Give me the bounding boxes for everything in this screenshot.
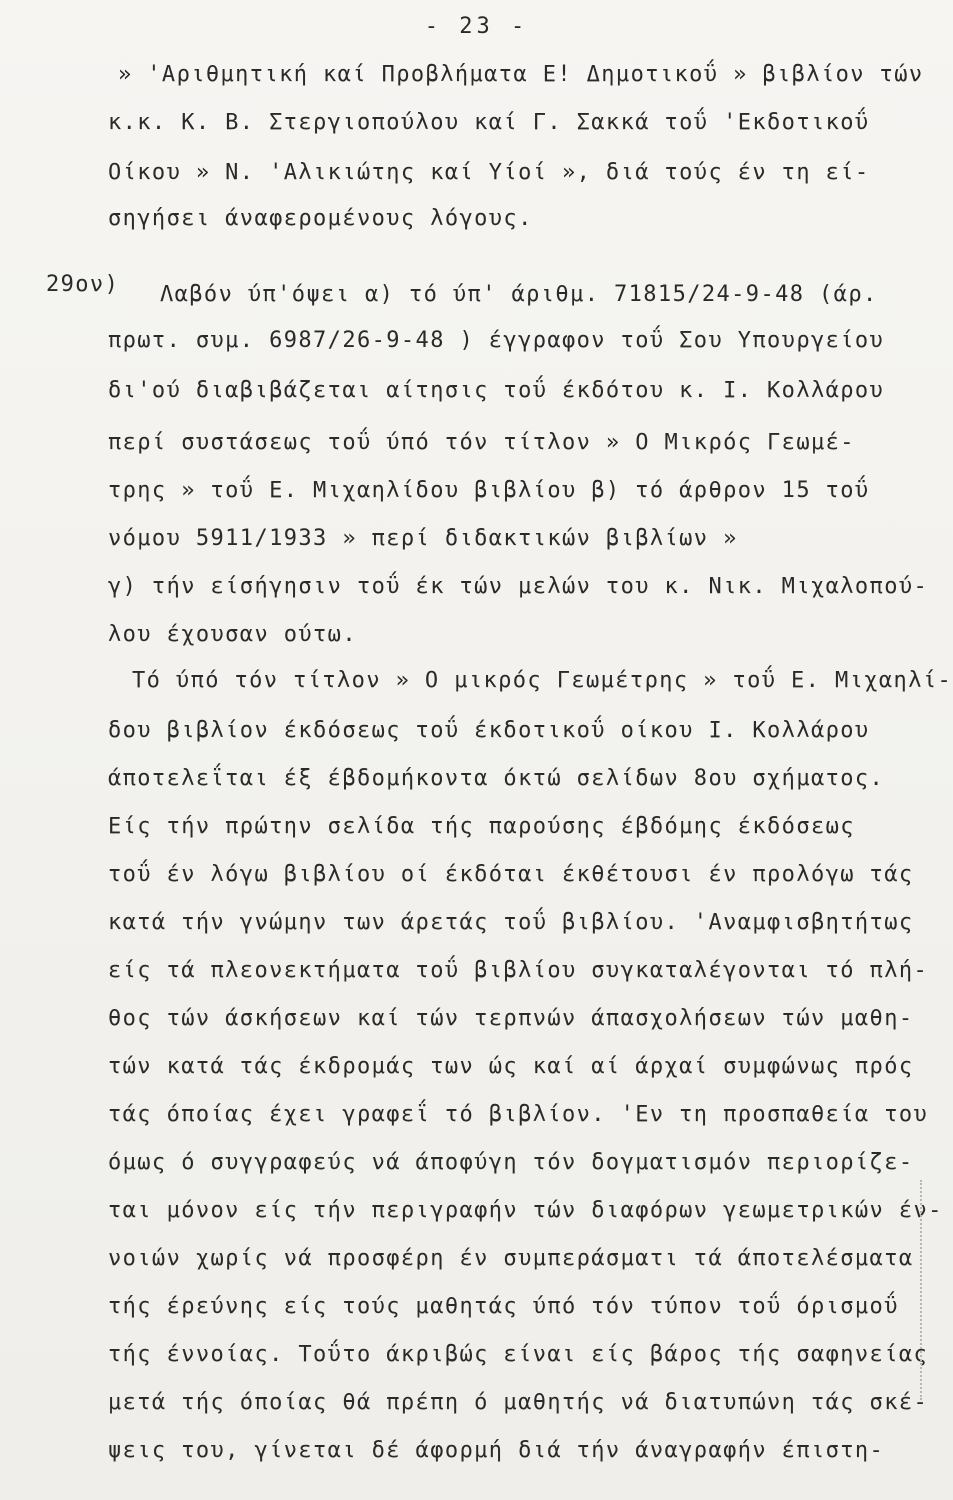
text-line: κ.κ. Κ. Β. Στεργιοπούλου καί Γ. Σακκά τοΰ 'Εκδοτικοΰ [108, 110, 870, 135]
text-line: μετά τής όποίας θά πρέπη ό μαθητής νά διατυπώνη τάς σκέ- [108, 1390, 929, 1415]
text-line: τής έρεύνης είς τούς μαθητάς ύπό τόν τύπον τοΰ όρισμοΰ [108, 1294, 899, 1319]
text-line: δου βιβλίον έκδόσεως τοΰ έκδοτικοΰ οίκου Ι. Κολλάρου [108, 718, 870, 743]
text-line: » 'Αριθμητική καί Προβλήματα Ε! Δημοτικοΰ » βιβλίον τών [118, 62, 924, 87]
text-line: τρης » τοΰ Ε. Μιχαηλίδου βιβλίου β) τό άρθρον 15 τοΰ [108, 478, 870, 503]
text-line: είς τά πλεονεκτήματα τοΰ βιβλίου συγκαταλέγονται τό πλή- [108, 958, 929, 983]
text-line: όμως ό συγγραφεύς νά άποφύγη τόν δογματισμόν περιορίζε- [108, 1150, 914, 1175]
text-line: ται μόνον είς τήν περιγραφήν τών διαφόρων γεωμετρικών έν- [108, 1198, 943, 1223]
text-line: λου έχουσαν ούτω. [108, 622, 357, 647]
page-number: - 23 - [424, 14, 529, 39]
text-line: άποτελεΐται έξ έβδομήκοντα όκτώ σελίδων 8ου σχήματος. [108, 766, 885, 791]
text-line: τών κατά τάς έκδρομάς των ώς καί αί άρχαί συμφώνως πρός [108, 1054, 914, 1079]
text-line: Τό ύπό τόν τίτλον » Ο μικρός Γεωμέτρης » τοΰ Ε. Μιχαηλί- [132, 668, 953, 693]
text-line: περί συστάσεως τοΰ ύπό τόν τίτλον » Ο Μικρός Γεωμέ- [108, 430, 855, 455]
page-edge-mark [920, 1180, 930, 1400]
text-line: τοΰ έν λόγω βιβλίου οί έκδόται έκθέτουσι έν προλόγω τάς [108, 862, 914, 887]
text-line: σηγήσει άναφερομένους λόγους. [108, 206, 533, 231]
text-line: νοιών χωρίς νά προσφέρη έν συμπεράσματι τά άποτελέσματα [108, 1246, 914, 1271]
text-line: Είς τήν πρώτην σελίδα τής παρούσης έβδόμης έκδόσεως [108, 814, 855, 839]
text-line: δι'ού διαβιβάζεται αίτησις τοΰ έκδότου κ. Ι. Κολλάρου [108, 378, 885, 403]
text-line: τάς όποίας έχει γραφεΐ τό βιβλίον. 'Εν τη προσπαθεία του [108, 1102, 929, 1127]
text-line: γ) τήν είσήγησιν τοΰ έκ τών μελών του κ. Νικ. Μιχαλοπού- [108, 574, 929, 599]
text-line: ψεις του, γίνεται δέ άφορμή διά τήν άναγραφήν έπιστη- [108, 1438, 885, 1463]
text-line: κατά τήν γνώμην των άρετάς τοΰ βιβλίου. 'Αναμφισβητήτως [108, 910, 914, 935]
text-line: νόμου 5911/1933 » περί διδακτικών βιβλίων » [108, 526, 738, 551]
text-line: τής έννοίας. Τοΰτο άκριβώς είναι είς βάρος τής σαφηνείας [108, 1342, 929, 1367]
text-line: πρωτ. συμ. 6987/26-9-48 ) έγγραφον τοΰ Σου Υπουργείου [108, 328, 885, 353]
text-line: Οίκου » Ν. 'Αλικιώτης καί Υίοί », διά τούς έν τη εί- [108, 160, 870, 185]
text-line: θος τών άσκήσεων καί τών τερπνών άπασχολήσεων τών μαθη- [108, 1006, 914, 1031]
section-marker: 29ον) [46, 272, 120, 297]
text-line: Λαβόν ύπ'όψει α) τό ύπ' άριθμ. 71815/24-9-48 (άρ. [160, 282, 878, 307]
